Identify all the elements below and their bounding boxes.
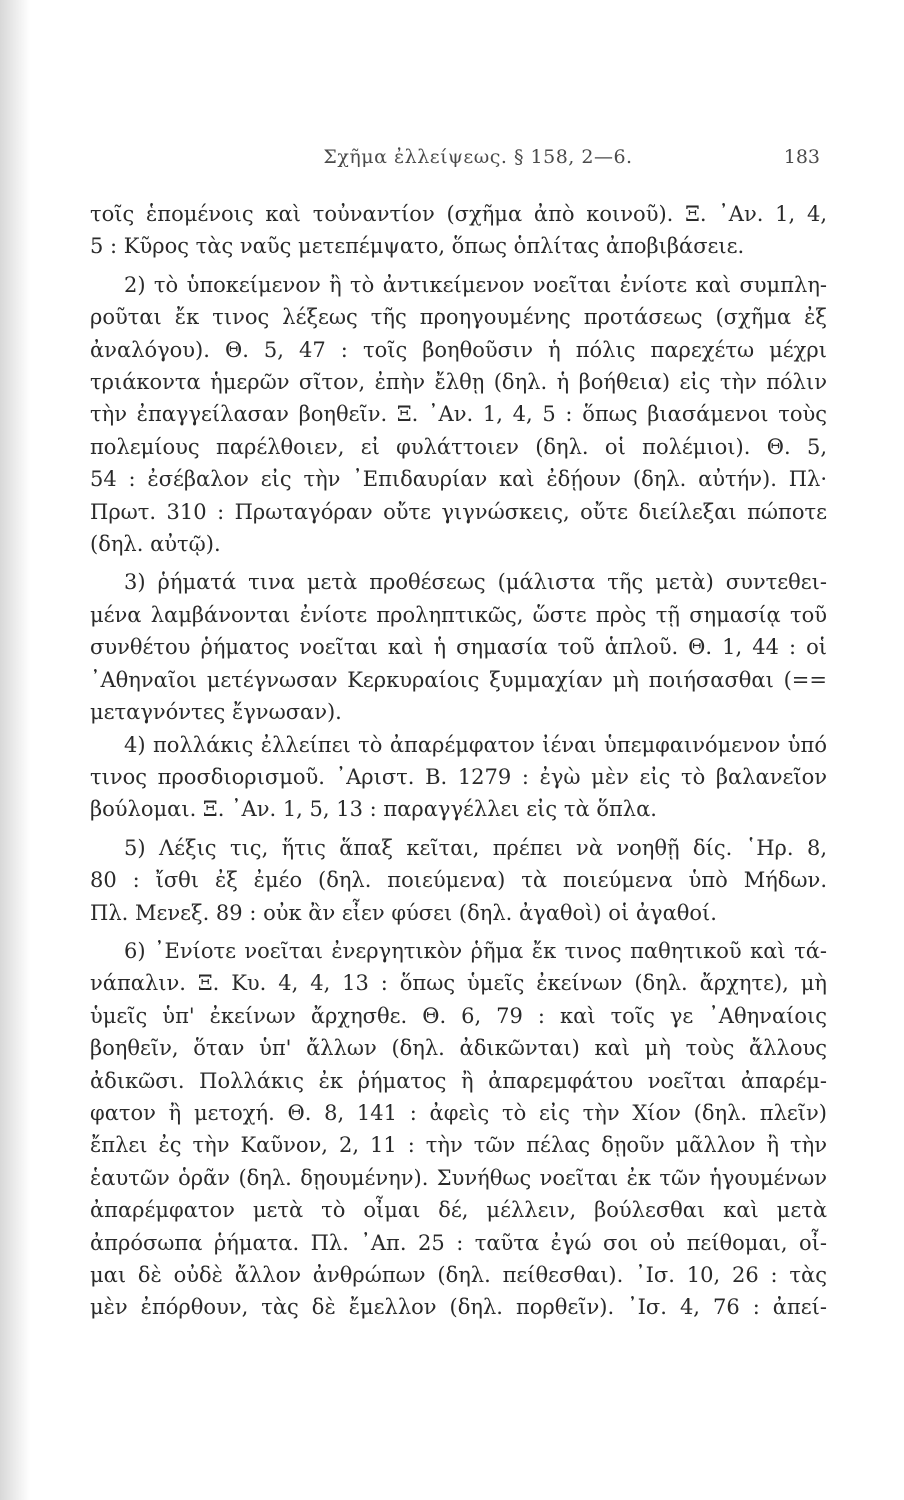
text-line: ἀναλόγου). Θ. 5, 47 : τοῖς βοηθοῦσιν ἡ πόλις παρεχέτω μέχρι bbox=[90, 337, 827, 362]
text-line: μένα λαμβάνονται ἐνίοτε προληπτικῶς, ὥστε πρὸς τῇ σημασίᾳ τοῦ bbox=[90, 602, 827, 627]
text-line: μαι δὲ οὐδὲ ἄλλον ἀνθρώπων (δηλ. πείθεσθαι). ᾿Ισ. 10, 26 : τὰς bbox=[90, 1263, 827, 1287]
text-line: νάπαλιν. Ξ. Κυ. 4, 4, 13 : ὅπως ὑμεῖς ἐκείνων (δηλ. ἄρχητε), μὴ bbox=[90, 971, 827, 996]
text-line: 5) Λέξις τις, ἥτις ἅπαξ κεῖται, πρέπει νὰ νοηθῇ δίς. ῾Ηρ. 8, bbox=[124, 835, 827, 860]
text-line: ἀπαρέμφατον μετὰ τὸ οἶμαι δέ, μέλλειν, βούλεσθαι καὶ μετὰ bbox=[90, 1198, 827, 1223]
body-text bbox=[90, 198, 827, 1324]
text-line: (δηλ. αὐτῷ). bbox=[90, 532, 221, 557]
text-line: μὲν ἐπόρθουν, τὰς δὲ ἔμελλον (δηλ. πορθεῖν). ᾿Ισ. 4, 76 : ἀπεί- bbox=[90, 1295, 827, 1320]
text-line: ἑαυτῶν ὁρᾶν (δηλ. δῃουμένην). Συνήθως νοεῖται ἐκ τῶν ἡγουμένων bbox=[90, 1165, 827, 1190]
page-header bbox=[136, 146, 820, 176]
text-line: τινος προσδιορισμοῦ. ᾿Αριστ. Β. 1279 : ἐγὼ μὲν εἰς τὸ βαλανεῖον bbox=[90, 764, 827, 789]
text-line: 3) ῥήματά τινα μετὰ προθέσεως (μάλιστα τῆς μετὰ) συντεθει- bbox=[124, 570, 827, 595]
text-line: πολεμίους παρέλθοιεν, εἰ φυλάττοιεν (δηλ. οἱ πολέμιοι). Θ. 5, bbox=[90, 434, 827, 459]
text-line: φατον ἢ μετοχή. Θ. 8, 141 : ἀφεὶς τὸ εἰς τὴν Χίον (δηλ. πλεῖν) bbox=[90, 1100, 827, 1125]
text-line: ὑμεῖς ὑπ' ἐκείνων ἄρχησθε. Θ. 6, 79 : καὶ τοῖς γε ᾿Αθηναίοις bbox=[90, 1003, 827, 1028]
text-line: ᾿Αθηναῖοι μετέγνωσαν Κερκυραίοις ξυμμαχίαν μὴ ποιήσασθαι (== bbox=[90, 667, 827, 692]
text-line: Πλ. Μενεξ. 89 : οὐκ ἂν εἶεν φύσει (δηλ. ἀγαθοὶ) οἱ ἀγαθοί. bbox=[90, 900, 717, 925]
text-line: Πρωτ. 310 : Πρωταγόραν οὔτε γιγνώσκεις, οὔτε διείλεξαι πώποτε bbox=[90, 499, 827, 524]
page-edge-shadow bbox=[0, 0, 30, 1500]
text-line: 5 : Κῦρος τὰς ναῦς μετεπέμψατο, ὅπως ὁπλίτας ἀποβιβάσειε. bbox=[90, 234, 745, 259]
text-line: τριάκοντα ἡμερῶν σῖτον, ἐπὴν ἔλθῃ (δηλ. ἡ βοήθεια) εἰς τὴν πόλιν bbox=[90, 370, 827, 395]
text-line: ροῦται ἔκ τινος λέξεως τῆς προηγουμένης προτάσεως (σχῆμα ἐξ bbox=[90, 305, 827, 330]
text-line: συνθέτου ῥήματος νοεῖται καὶ ἡ σημασία τοῦ ἁπλοῦ. Θ. 1, 44 : οἱ bbox=[90, 635, 827, 660]
text-line: ἔπλει ἐς τὴν Καῦνον, 2, 11 : τὴν τῶν πέλας δῃοῦν μᾶλλον ἢ τὴν bbox=[90, 1133, 827, 1158]
text-line: ἀπρόσωπα ῥήματα. Πλ. ᾿Απ. 25 : ταῦτα ἐγώ σοι οὐ πείθομαι, οἶ- bbox=[90, 1230, 827, 1255]
text-line: τοῖς ἑπομένοις καὶ τοὐναντίον (σχῆμα ἀπὸ κοινοῦ). Ξ. ᾿Αν. 1, 4, bbox=[90, 202, 827, 226]
text-line: ἀδικῶσι. Πολλάκις ἐκ ῥήματος ἢ ἀπαρεμφάτου νοεῖται ἀπαρέμ- bbox=[90, 1068, 827, 1093]
text-line: 2) τὸ ὑποκείμενον ἢ τὸ ἀντικείμενον νοεῖται ἐνίοτε καὶ συμπλη- bbox=[124, 272, 827, 297]
text-line: μεταγνόντες ἔγνωσαν). bbox=[90, 700, 342, 725]
text-line: 80 : ἴσθι ἐξ ἐμέο (δηλ. ποιεύμενα) τὰ ποιεύμενα ὑπὸ Μήδων. bbox=[90, 868, 827, 893]
text-line: 54 : ἐσέβαλον εἰς τὴν ᾿Επιδαυρίαν καὶ ἐδῄουν (δηλ. αὐτήν). Πλ· bbox=[90, 467, 827, 492]
running-head: Σχῆμα ἐλλείψεως. § 158, 2—6. bbox=[323, 146, 633, 168]
text-line: 4) πολλάκις ἐλλείπει τὸ ἀπαρέμφατον ἰέναι ὑπεμφαινόμενον ὑπό bbox=[124, 732, 827, 757]
text-line: 6) ᾿Ενίοτε νοεῖται ἐνεργητικὸν ῥῆμα ἔκ τινος παθητικοῦ καὶ τά- bbox=[124, 938, 827, 963]
text-line: βοηθεῖν, ὅταν ὑπ' ἄλλων (δηλ. ἀδικῶνται) καὶ μὴ τοὺς ἄλλους bbox=[90, 1036, 827, 1061]
text-line: βούλομαι. Ξ. ᾿Αν. 1, 5, 13 : παραγγέλλει εἰς τὰ ὅπλα. bbox=[90, 797, 657, 822]
text-line: τὴν ἐπαγγείλασαν βοηθεῖν. Ξ. ᾿Αν. 1, 4, 5 : ὅπως βιασάμενοι τοὺς bbox=[90, 402, 827, 427]
page-number: 183 bbox=[783, 146, 820, 168]
